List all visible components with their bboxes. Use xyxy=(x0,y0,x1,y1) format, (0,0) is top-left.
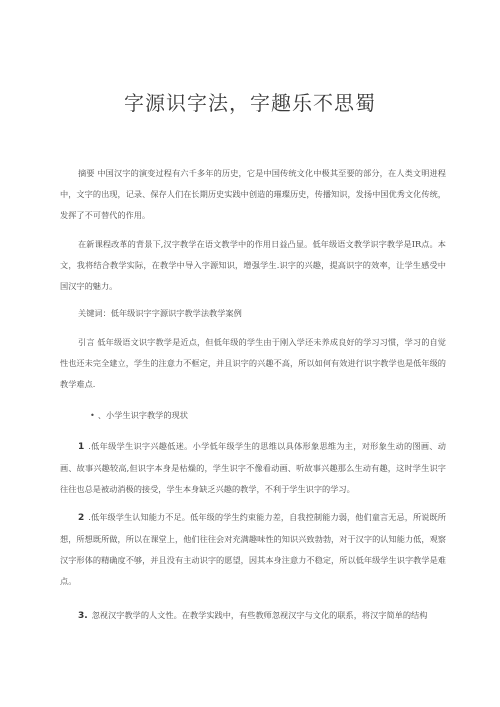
section-heading-text: 、小学生识字教学的现状 xyxy=(97,410,188,420)
list-item-text: .低年级学生识字兴趣低迷。小学低年级学生的思维以具体形象思维为主，对形象生动的图画、动画、故事兴趣较高,但识字本身是枯燥的，学生识字不像看动画、听故事兴趣那么生动有趣，这时学生识字往往也总是被动消极的接受，学生本身缺乏兴趣的教学，不利于学生识字的学习。 xyxy=(60,441,446,494)
keywords-paragraph: 关键词：低年级识字字源识字教学法教学案例 xyxy=(78,308,242,318)
document-title: 字源识字法，字趣乐不思蜀 xyxy=(124,91,376,115)
list-item-1 xyxy=(60,436,446,500)
list-item-text: .低年级学生认知能力不足。低年级的学生约束能力差，自我控制能力弱，他们童言无忌，所说既所想，所想既所做，所以在课堂上，他们往往会对充满趣味性的知识兴致勃勃，对于汉字的认知能力低，观察汉字形体的精确度不够，并且没有主动识字的愿望，因其本身注意力不稳定，所以低年级学生识字教学是难点。 xyxy=(60,512,446,586)
intro-paragraph: 在新课程改革的背景下,汉字教学在语文教学中的作用日益凸显。低年级语文教学识字教学是IR点。本文，我将结合教学实际，在教学中导入字源知识，增强学生.识字的兴趣，提高识字的效率，让学生感受中国汉字的魅力。 xyxy=(60,239,446,291)
list-item-number: 2 xyxy=(78,513,85,523)
list-item-number: 1 xyxy=(78,442,85,452)
bullet-icon: • xyxy=(90,410,95,420)
list-item-2 xyxy=(60,507,446,592)
introduction-paragraph: 引言 低年级语文识字教学是近点，但低年级的学生由于刚入学还未养成良好的学习习惯，学习的自觉性也还未完全建立，学生的注意力不框定，并且识字的兴趣不高，所以如何有效进行识字教学也是低年级的教学难点. xyxy=(60,337,446,389)
list-item-text: 忽视汉字教学的人文性。在教学实践中，有些教师忽视汉字与文化的联系，将汉字简单的结构 xyxy=(91,610,428,620)
list-item-number: 3. xyxy=(78,611,88,621)
abstract-paragraph: 摘要 中国汉字的演变过程有六千多年的历史，它是中国传统文化中极其至要的部分，在人类文明进程中，文字的出现，记录、保存人们在长期历史实践中创造的璀璨历史，传播知识，发扬中国优秀文化传统，发挥了不可替代的作用。 xyxy=(60,168,446,220)
list-item-3 xyxy=(60,605,446,627)
section-heading xyxy=(90,405,476,426)
